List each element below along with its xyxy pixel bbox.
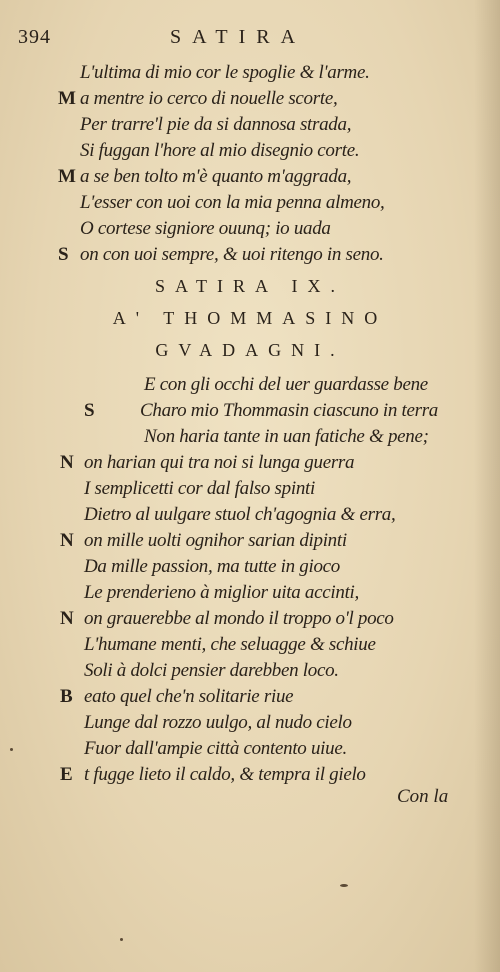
verse-text: on con uoi sempre, & uoi ritengo in seno. [80,244,384,265]
verse-line [0,476,500,502]
verse-text: on grauerebbe al mondo il troppo o'l poco [84,608,394,629]
verse-text: eato quel che'n solitarie riue [84,686,294,707]
verse-text: on harian qui tra noi si lunga guerra [84,452,355,473]
verse-initial: M [58,166,76,187]
running-head: SATIRA [170,26,307,48]
verse-line [0,138,500,164]
verse-line [0,164,500,190]
verse-initial: M [58,88,76,109]
verse-line [0,736,500,762]
verse-line [0,424,500,450]
verse-initial: N [60,608,74,629]
verse-line [0,632,500,658]
verse-text: L'humane menti, che seluagge & schiue [84,634,376,655]
verse-line [0,112,500,138]
dedication: A' THOMMASINO [112,308,388,328]
verse-text: I semplicetti cor dal falso spinti [84,478,315,499]
ink-speck [340,884,348,887]
verse-text: a se ben tolto m'è quanto m'aggrada, [80,166,352,187]
verse-line [0,190,500,216]
verse-text: Da mille passion, ma tutte in gioco [84,556,341,577]
satire-ix-verses [0,372,500,788]
ink-speck [120,938,123,941]
verse-line [0,450,500,476]
verse-line [0,398,500,424]
verse-text: L'ultima di mio cor le spoglie & l'arme. [80,62,370,83]
verse-line [0,606,500,632]
verse-initial: N [60,530,74,551]
verse-initial: S [58,244,69,265]
verse-line [0,86,500,112]
verse-text: t fugge lieto il caldo, & tempra il gielo [84,764,366,785]
verse-initial: S [84,400,95,421]
verse-line [0,216,500,242]
ink-speck [10,748,13,751]
verse-line [0,554,500,580]
catchword: Con la [397,786,449,807]
satire-ending [0,60,500,268]
verse-text: Non haria tante in uan fatiche & pene; [144,426,429,447]
verse-line [0,502,500,528]
verse-initial: N [60,452,74,473]
verse-initial: B [60,686,73,707]
verse-initial: E [60,764,73,785]
verse-text: Charo mio Thommasin ciascuno in terra [140,400,439,421]
dedicatee-surname: GVADAGNI. [155,340,345,360]
verse-text: on mille uolti ognihor sarian dipinti [84,530,347,551]
verse-text: Fuor dall'ampie città contento uiue. [84,738,347,759]
verse-text: L'esser con uoi con la mia penna almeno, [80,192,385,213]
verse-line [0,762,500,788]
verse-line [0,658,500,684]
verse-line [0,710,500,736]
verse-line [0,242,500,268]
satire-title: SATIRA IX. [154,276,345,296]
verse-line [0,580,500,606]
verse-line [0,372,500,398]
verse-text: O cortese signiore ouunq; io uada [80,218,331,239]
verse-text: E con gli occhi del uer guardasse bene [144,374,428,395]
verse-text: a mentre io cerco di nouelle scorte, [80,88,338,109]
verse-text: Si fuggan l'hore al mio disegnio corte. [80,140,360,161]
verse-text: Soli à dolci pensier darebben loco. [84,660,339,681]
verse-text: Per trarre'l pie da si dannosa strada, [80,114,352,135]
verse-line [0,528,500,554]
verse-line [0,684,500,710]
verse-line [0,60,500,86]
page-number: 394 [18,26,51,48]
page-header [0,26,500,52]
verse-text: Le prenderieno à miglior uita accinti, [84,582,359,603]
verse-text: Dietro al uulgare stuol ch'agognia & erra, [84,504,396,525]
verse-text: Lunge dal rozzo uulgo, al nudo cielo [84,712,352,733]
